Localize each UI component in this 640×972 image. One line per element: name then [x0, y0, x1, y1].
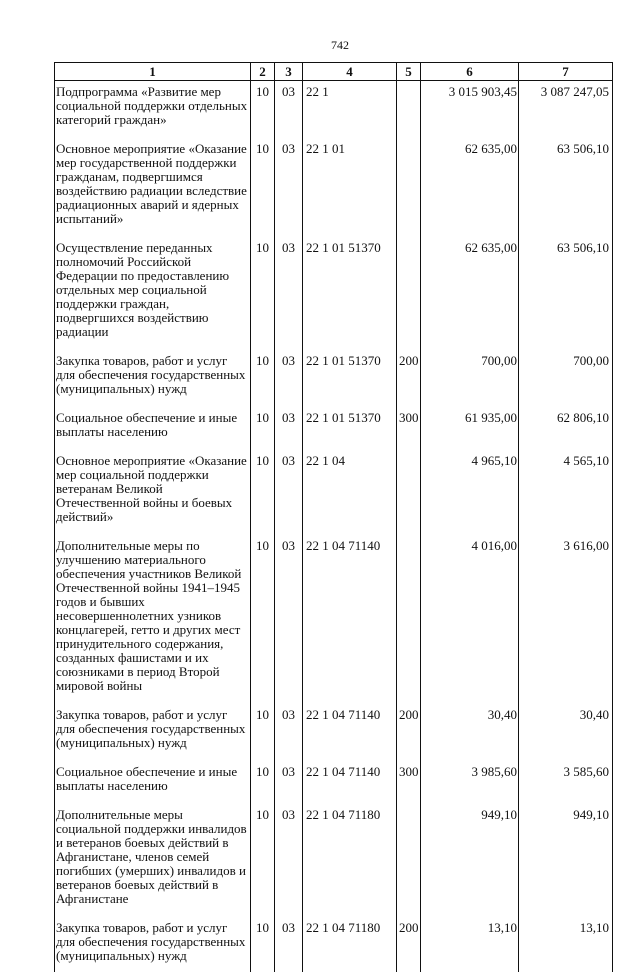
item-name: Закупка товаров, работ и услуг для обеспечения государственных (муниципальных) нужд [55, 348, 251, 405]
table-row [55, 81, 613, 137]
amount-year-2: 63 506,10 [519, 235, 613, 348]
column-header: 2 [251, 63, 275, 81]
amount-year-2: 3 087 247,05 [519, 81, 613, 137]
amount-year-1: 30,40 [421, 702, 519, 759]
subsection-code: 03 [275, 136, 303, 235]
amount-year-2: 13,10 [519, 915, 613, 972]
target-article-code: 22 1 04 71140 [303, 702, 397, 759]
target-article-code: 22 1 [303, 81, 397, 137]
amount-year-1: 4 965,10 [421, 448, 519, 533]
expense-type-code: 200 [397, 915, 421, 972]
subsection-code: 03 [275, 759, 303, 802]
target-article-code: 22 1 01 51370 [303, 348, 397, 405]
column-header: 7 [519, 63, 613, 81]
expense-type-code: 200 [397, 702, 421, 759]
amount-year-2: 62 806,10 [519, 405, 613, 448]
page-number: 742 [0, 38, 640, 53]
item-name: Закупка товаров, работ и услуг для обеспечения государственных (муниципальных) нужд [55, 702, 251, 759]
subsection-code: 03 [275, 405, 303, 448]
table-row [55, 405, 613, 448]
subsection-code: 03 [275, 533, 303, 702]
section-code: 10 [251, 235, 275, 348]
section-code: 10 [251, 81, 275, 137]
section-code: 10 [251, 533, 275, 702]
subsection-code: 03 [275, 702, 303, 759]
item-name: Дополнительные меры социальной поддержки инвалидов и ветеранов боевых действий в Афганистане, членов семей погибших (умерших) инвалидов и ветеранов боевых действий в Афганистане [55, 802, 251, 915]
item-name: Социальное обеспечение и иные выплаты населению [55, 759, 251, 802]
table-row [55, 802, 613, 915]
subsection-code: 03 [275, 81, 303, 137]
table-row [55, 235, 613, 348]
column-header: 1 [55, 63, 251, 81]
table-row [55, 136, 613, 235]
amount-year-1: 700,00 [421, 348, 519, 405]
target-article-code: 22 1 01 [303, 136, 397, 235]
target-article-code: 22 1 04 [303, 448, 397, 533]
section-code: 10 [251, 702, 275, 759]
expense-type-code [397, 235, 421, 348]
item-name: Основное мероприятие «Оказание мер государственной поддержки гражданам, подвергшимся воздействию радиации вследствие радиационных аварий и ядерных испытаний» [55, 136, 251, 235]
amount-year-2: 4 565,10 [519, 448, 613, 533]
expense-type-code [397, 533, 421, 702]
table-body [55, 81, 613, 972]
table-row [55, 702, 613, 759]
table-row [55, 448, 613, 533]
expense-type-code [397, 81, 421, 137]
subsection-code: 03 [275, 915, 303, 972]
section-code: 10 [251, 448, 275, 533]
item-name: Осуществление переданных полномочий Российской Федерации по предоставлению отдельных мер социальной поддержки граждан, подвергшихся воздействию радиации [55, 235, 251, 348]
item-name: Подпрограмма «Развитие мер социальной поддержки отдельных категорий граждан» [55, 81, 251, 137]
subsection-code: 03 [275, 802, 303, 915]
amount-year-1: 62 635,00 [421, 136, 519, 235]
expense-type-code: 200 [397, 348, 421, 405]
amount-year-2: 3 616,00 [519, 533, 613, 702]
section-code: 10 [251, 405, 275, 448]
expense-type-code: 300 [397, 405, 421, 448]
section-code: 10 [251, 802, 275, 915]
target-article-code: 22 1 01 51370 [303, 235, 397, 348]
target-article-code: 22 1 04 71140 [303, 533, 397, 702]
target-article-code: 22 1 04 71140 [303, 759, 397, 802]
amount-year-1: 62 635,00 [421, 235, 519, 348]
item-name: Закупка товаров, работ и услуг для обеспечения государственных (муниципальных) нужд [55, 915, 251, 972]
item-name: Основное мероприятие «Оказание мер социальной поддержки ветеранам Великой Отечественной войны и боевых действий» [55, 448, 251, 533]
amount-year-1: 61 935,00 [421, 405, 519, 448]
section-code: 10 [251, 348, 275, 405]
amount-year-2: 949,10 [519, 802, 613, 915]
table-row [55, 759, 613, 802]
amount-year-2: 30,40 [519, 702, 613, 759]
table-row [55, 533, 613, 702]
target-article-code: 22 1 01 51370 [303, 405, 397, 448]
subsection-code: 03 [275, 348, 303, 405]
section-code: 10 [251, 915, 275, 972]
subsection-code: 03 [275, 235, 303, 348]
target-article-code: 22 1 04 71180 [303, 915, 397, 972]
amount-year-1: 949,10 [421, 802, 519, 915]
section-code: 10 [251, 136, 275, 235]
budget-table [54, 62, 613, 972]
section-code: 10 [251, 759, 275, 802]
target-article-code: 22 1 04 71180 [303, 802, 397, 915]
item-name: Дополнительные меры по улучшению материального обеспечения участников Великой Отечественной войны 1941–1945 годов и бывших несовершеннолетних узников концлагерей, гетто и других мест принудительного содержания, созданных фашистами и их союзниками в период Второй мировой войны [55, 533, 251, 702]
table-header-row [55, 63, 613, 81]
table-row [55, 348, 613, 405]
item-name: Социальное обеспечение и иные выплаты населению [55, 405, 251, 448]
amount-year-2: 63 506,10 [519, 136, 613, 235]
amount-year-1: 3 015 903,45 [421, 81, 519, 137]
amount-year-1: 4 016,00 [421, 533, 519, 702]
expense-type-code: 300 [397, 759, 421, 802]
subsection-code: 03 [275, 448, 303, 533]
column-header: 3 [275, 63, 303, 81]
expense-type-code [397, 136, 421, 235]
expense-type-code [397, 802, 421, 915]
column-header: 4 [303, 63, 397, 81]
amount-year-1: 3 985,60 [421, 759, 519, 802]
expense-type-code [397, 448, 421, 533]
table-row [55, 915, 613, 972]
amount-year-2: 700,00 [519, 348, 613, 405]
column-header: 5 [397, 63, 421, 81]
amount-year-2: 3 585,60 [519, 759, 613, 802]
amount-year-1: 13,10 [421, 915, 519, 972]
column-header: 6 [421, 63, 519, 81]
